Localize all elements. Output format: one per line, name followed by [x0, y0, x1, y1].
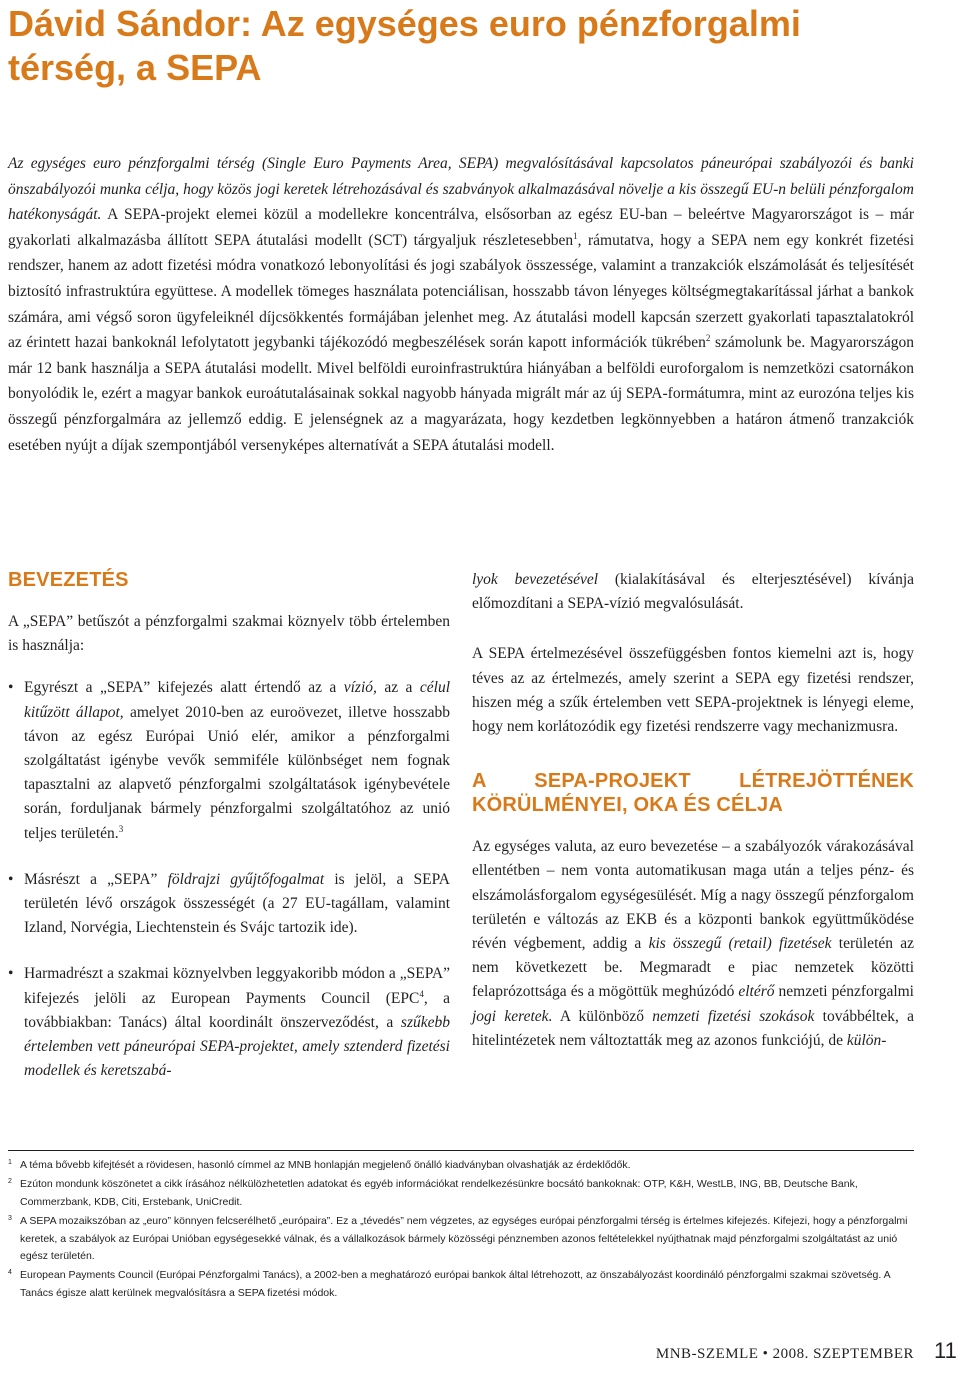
bullet-icon: •	[8, 965, 14, 983]
paragraph-text: nemzeti pénzforgalmi	[774, 983, 914, 1001]
list-item	[8, 676, 450, 845]
paragraph-text: területén az nem következett be. Megmaradt e piac nemzetek közötti felaprózottsága és a mögöttük meghúzódó	[472, 935, 914, 1001]
paragraph-emphasis: jogi keretek.	[472, 1007, 553, 1025]
list-item-emphasis: földrajzi gyűjtőfogalmat	[167, 870, 325, 888]
page-number: 11	[934, 1338, 957, 1363]
footnote-ref-1[interactable]: 1	[573, 230, 578, 241]
abstract	[8, 151, 914, 458]
abstract-lead: Az egységes euro pénzforgalmi térség (Single Euro Payments Area, SEPA) megvalósításával kapcsolatos páneurópai szabályozói és banki önszabályozói munka célja, hogy közös jogi keretek létrehozásával és szabványok alkalmazásával növelje a kis összegű EU-n belüli pénzforgalom hatékonyságát.	[8, 155, 914, 224]
list-item-text: is jelöl, a SEPA területén lévő országok összességét (a 27 EU-tagállam, valamint Izland, Norvégia, Liechtenstein és Svájc tartozik ide).	[24, 870, 450, 937]
right-column	[472, 568, 914, 1065]
list-item-text: Harmadrészt a szakmai köznyelvben leggyakoribb módon a „SEPA” kifejezés jelöli az European Payments Council (EPC	[24, 965, 450, 1007]
list-item-emphasis: célul kitűzött állapot,	[24, 679, 450, 721]
footnote-text: A téma bővebb kifejtését a rövidesen, hasonló címmel az MNB honlapján megjelenő önálló kiadványban olvashatják az érdeklődők.	[20, 1159, 631, 1171]
footnotes	[8, 1157, 914, 1304]
paragraph-text: A különböző	[552, 1007, 653, 1025]
list-item-text: , a továbbiakban: Tanács) által koordinált önszerveződést, a	[24, 989, 450, 1031]
abstract-part-3: számolunk be. Magyarországon már 12 bank használja a SEPA átutalási modellt. Mivel belföldi euroinfrastruktúra hiányában a belföldi euroforgalom is nemzetközi csatornákon bonyolódik le, ezért a magyar bankok euroátutalásainak sokkal nagyobb hányada migrált már az új SEPA-formátumra, mint az eurozóna teljes kis összegű pénzforgalmára az jellemző eddig. E jelenségnek az a magyarázata, hogy kezdetben legkönnyebben a határon átmenő tranzakciók esetében nyújt a díjak szempontjából versenyképes alternatívát a SEPA átutalási modell.	[8, 334, 914, 454]
list-item-text: az a	[376, 679, 420, 697]
abstract-part-1: A SEPA-projekt elemei közül a modellekre koncentrálva, elsősorban az egész EU-ban – beleértve Magyarországot is – már gyakorlati alkalmazásba állított SEPA átutalási modellt (SCT) tárgyaljuk részletesebben	[8, 206, 914, 249]
footnote-3	[8, 1213, 914, 1265]
section-heading-sepa-projekt: A SEPA-PROJEKT LÉTREJÖTTÉNEK KÖRÜLMÉNYEI, OKA ÉS CÉLJA	[472, 770, 914, 817]
footnote-divider	[8, 1150, 914, 1151]
footnote-number: 2	[8, 1178, 12, 1186]
section-heading-bevezetes: BEVEZETÉS	[8, 569, 129, 591]
list-item-text: Másrészt a „SEPA”	[24, 870, 168, 888]
paragraph-text: továbbéltek, a hitelintézetek nem változtatták meg az azonos funkciójú, de	[472, 1007, 914, 1049]
paragraph-text: Az egységes valuta, az euro bevezetése – a szabályozók várakozásával ellentétben – nem vonta automatikusan maga után a teljes pénz- és elszámolásforgalom egységesülését. Míg a nagy összegű pénzforgalom területén e változás az EKB és a központi bankok együttműködése révén végbement, addig a	[472, 838, 914, 953]
footnote-ref-3[interactable]: 3	[118, 823, 124, 834]
intro-paragraph: A „SEPA” betűszót a pénzforgalmi szakmai köznyelv több értelemben is használja:	[8, 613, 450, 655]
footnote-text: A SEPA mozaikszóban az „euro” könnyen felcserélhető „európaira”. Ez a „tévedés” nem végzetes, az egységes európai pénzforgalmi térség is értelmes kifejezés. Kifejezi, hogy a pénzforgalmi keretek, a szabályok az Európai Unióban egységesekké válnak, és a vállalkozások bármely közösségi pénznemben azonos feltételekkel nyújthatnak majd pénzforgalmi szolgáltatást az unió egész területén.	[20, 1215, 908, 1263]
list-item-text: amelyet 2010-ben az euroövezet, illetve hosszabb távon az egész Európai Unió elér, amikor a pénzforgalmi szolgáltatást igénybe vevők semmiféle különbséget nem fognak tapasztalni az alapvető pénzforgalmi szolgáltatások igénybevétele során, forduljanak bármely pénzforgalmi szolgáltatóhoz az unió teljes területén.	[24, 703, 450, 842]
list-item	[8, 962, 450, 1083]
bullet-icon: •	[8, 679, 14, 697]
footnote-number: 1	[8, 1159, 12, 1166]
footnote-4	[8, 1267, 914, 1302]
footnote-1	[8, 1157, 914, 1174]
paragraph-emphasis: eltérő	[738, 983, 775, 1001]
euro-introduction-paragraph	[472, 835, 914, 1053]
paragraph-emphasis: lyok bevezetésével	[472, 571, 599, 588]
footnote-number: 4	[8, 1269, 12, 1277]
list-item-emphasis: szűkebb értelemben vett páneurópai SEPA-projektet, amely sztenderd fizetési modellek és keretszabá-	[24, 1013, 450, 1080]
footnote-ref-4[interactable]: 4	[419, 988, 424, 999]
sepa-interpretation-paragraph: A SEPA értelmezésével összefüggésben fontos kiemelni azt is, hogy téves az az értelmezés, amely szerint a SEPA egy fizetési rendszer, hiszen még a szűk értelemben vett SEPA-projektnek is lényegi eleme, hogy nem korlátozódik egy fizetési rendszerre vagy mechanizmusra.	[472, 645, 914, 736]
list-item-emphasis: vízió,	[343, 679, 377, 697]
footnote-number: 3	[8, 1215, 12, 1223]
footnote-text: Ezúton mondunk köszönetet a cikk írásához nélkülözhetetlen adatokat és egyéb információkat rendelkezésünkre bocsátó bankoknak: OTP, K&H, WestLB, ING, BB, Deutsche Bank, Commerzbank, KDB, Citi, Erstebank, UniCredit.	[20, 1178, 858, 1208]
paragraph-text: (kialakításával és elterjesztésével) kívánja előmozdítani a SEPA-vízió megvalósulását.	[472, 571, 914, 613]
list-item-text: Egyrészt a „SEPA” kifejezés alatt értendő az a	[24, 679, 344, 697]
bullet-icon: •	[8, 870, 14, 888]
paragraph-emphasis: kis összegű (retail) fizetések	[648, 935, 832, 953]
paragraph-emphasis: nemzeti fizetési szokások	[652, 1007, 815, 1025]
sepa-meanings-list	[8, 676, 450, 1083]
paragraph-emphasis: külön-	[846, 1031, 887, 1049]
continued-paragraph	[472, 568, 914, 616]
left-column	[8, 568, 450, 1105]
list-item	[8, 868, 450, 941]
article-title: Dávid Sándor: Az egységes euro pénzforgalmi térség, a SEPA	[8, 3, 801, 88]
journal-footer: MNB-SZEMLE • 2008. SZEPTEMBER	[655, 1346, 914, 1362]
footnote-ref-2[interactable]: 2	[705, 333, 711, 343]
footnote-2	[8, 1176, 914, 1211]
footnote-text: European Payments Council (Európai Pénzforgalmi Tanács), a 2002-ben a meghatározó európai bankok által létrehozott, az önszabályozást koordináló pénzforgalmi szakmai szövetség. A Tanács égisze alatt kerülnek megvalósításra a SEPA fizetési módok.	[20, 1269, 891, 1299]
abstract-part-2: , rámutatva, hogy a SEPA nem egy konkrét fizetési rendszer, hanem az adott fizetési módra vonatkozó lebonyolítási és jogi szabályok összessége, valamint a tranzakciók elszámolását és teljesítését biztosító infrastruktúra együttese. A modellek tömeges használata potenciálisan, hosszabb távon lényeges költségmegtakarítással járhat a bankok számára, ami végső soron ügyfeleiknél díjcsökkentés formájában jelenhet meg. Az átutalási modell kapcsán szerzett gyakorlati tapasztalatokról az érintett hazai bankoknál lefolytatott jegybanki tájékozódó megbeszélések során kapott információk tükrében	[8, 231, 915, 352]
